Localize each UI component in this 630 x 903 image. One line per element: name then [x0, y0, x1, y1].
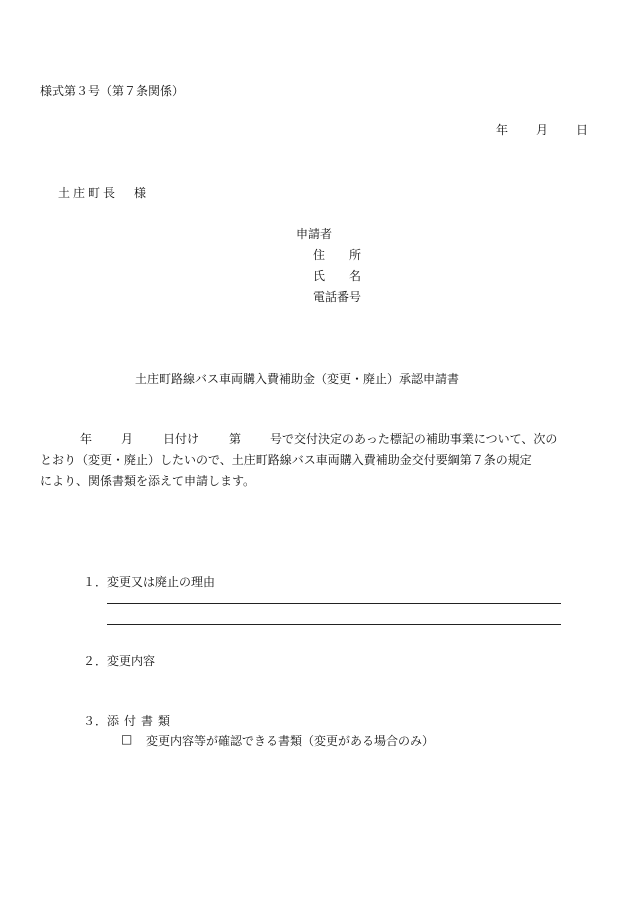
item-2-label: 変更内容 [107, 654, 156, 668]
reason-line-1 [107, 603, 561, 604]
body-month: 月 [121, 432, 134, 446]
date-day: 日 [576, 123, 589, 137]
body-year: 年 [80, 432, 93, 446]
item-3-number: ３． [83, 714, 108, 728]
applicant-address-label: 住 所 [313, 248, 362, 262]
addressee-name: 土庄町長 [58, 186, 119, 200]
applicant-name-label: 氏 名 [313, 269, 362, 283]
applicant-label: 申請者 [296, 227, 333, 241]
reason-line-2 [107, 624, 561, 625]
date-year: 年 [496, 123, 509, 137]
item-2-number: ２． [83, 654, 108, 668]
body-dated: 日付け [163, 432, 200, 446]
applicant-phone-label: 電話番号 [313, 290, 362, 304]
body-number-label: 第 [229, 432, 242, 446]
body-line1-rest: 号で交付決定のあった標記の補助事業について、次の [270, 432, 558, 446]
item-1-number: １． [83, 575, 108, 589]
item-3-label: 添付書類 [107, 714, 176, 728]
attachment-text: 変更内容等が確認できる書類（変更がある場合のみ） [146, 734, 435, 748]
document-title: 土庄町路線バス車両購入費補助金（変更・廃止）承認申請書 [135, 372, 460, 386]
body-line3: により、関係書類を添えて申請します。 [40, 474, 256, 488]
addressee-honorific: 様 [134, 186, 147, 200]
item-1-label: 変更又は廃止の理由 [107, 575, 216, 589]
body-line2: とおり（変更・廃止）したいので、土庄町路線バス車両購入費補助金交付要綱第７条の規定 [40, 453, 532, 467]
attachment-checkbox-icon[interactable]: □ [121, 732, 133, 746]
form-number: 様式第３号（第７条関係） [40, 84, 185, 98]
date-month: 月 [536, 123, 549, 137]
